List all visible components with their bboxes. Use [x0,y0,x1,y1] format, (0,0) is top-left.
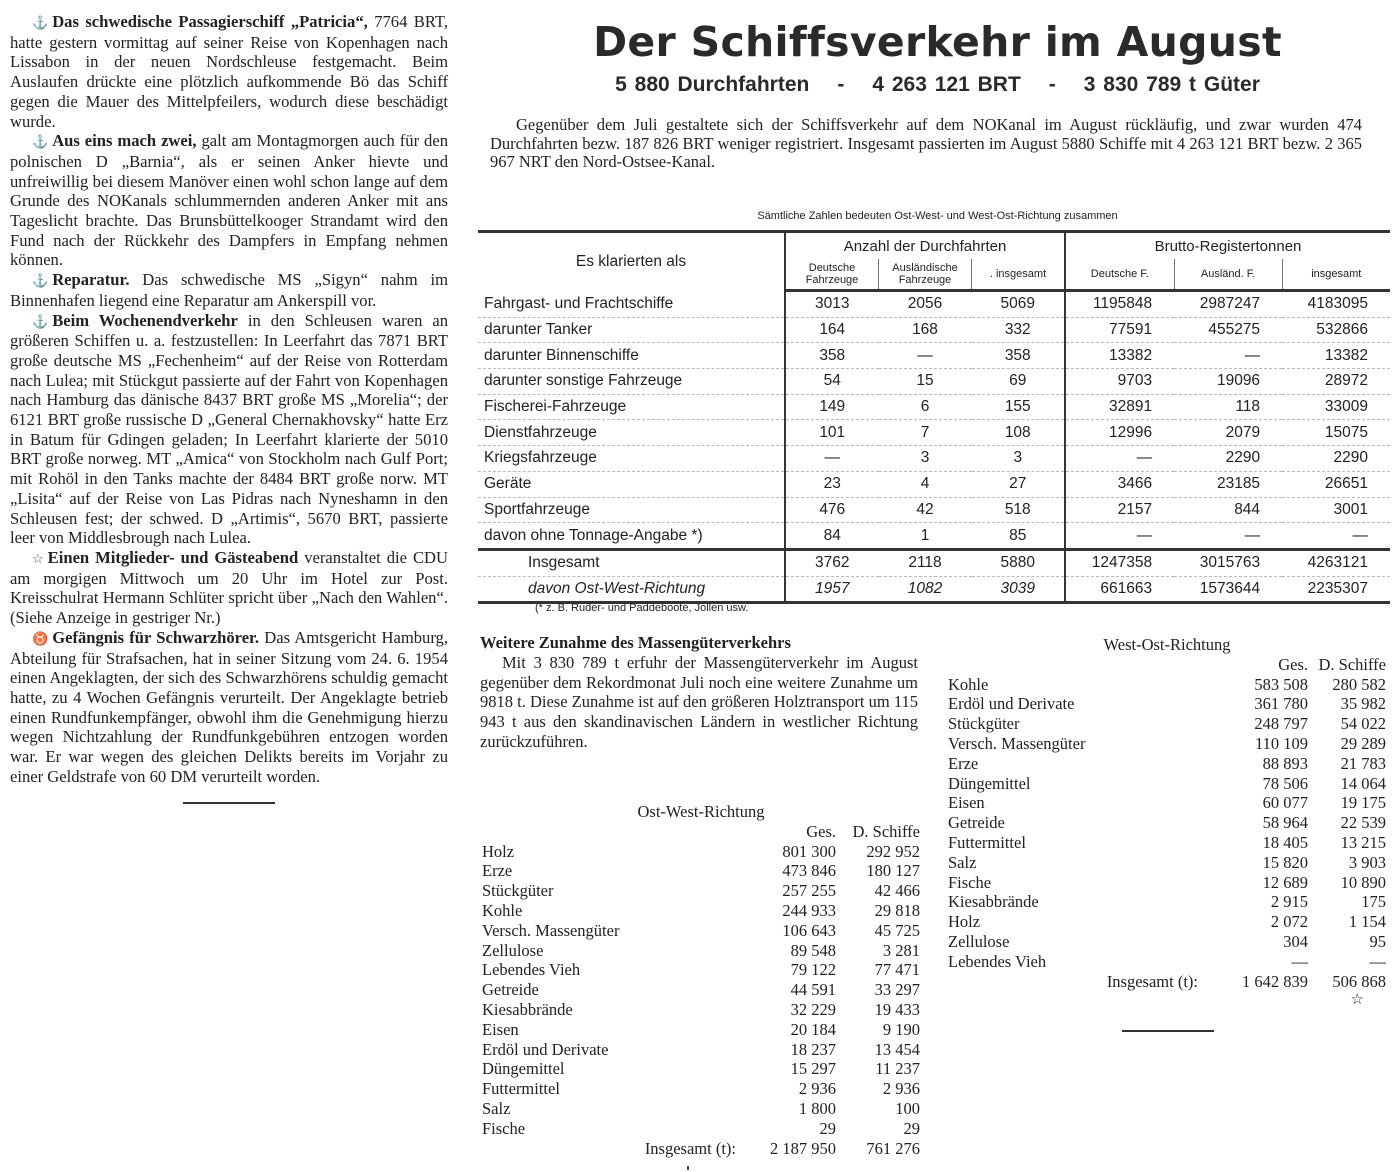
table-cell: 455275 [1174,317,1282,343]
goods-german-ships: 3 281 [882,940,920,960]
table-cell: 1 [879,523,972,550]
goods-total: 58 964 [1262,813,1308,833]
news-item [10,548,448,628]
table-cell: 15075 [1282,420,1390,446]
west-east-title: West-Ost-Richtung [1103,635,1231,654]
goods-label: Kohle [948,674,989,694]
traffic-table [478,230,1390,604]
news-item-title: Reparatur. [52,270,130,290]
goods-row [948,774,1386,794]
goods-german-ships: 9 190 [882,1019,920,1039]
goods-label: Zellulose [948,931,1010,951]
table-cell: 13382 [1282,343,1390,369]
goods-row [482,941,920,961]
table-cell: — [1282,523,1390,550]
anchor-icon: ⚓ [32,134,49,150]
table-cell: 661663 [1065,576,1174,603]
east-west-table [482,822,920,1159]
goods-row [948,734,1386,754]
goods-label: Stückgüter [482,881,554,901]
col-header: Deutsche Fahrzeuge [785,259,879,291]
goods-label: Getreide [948,813,1005,833]
table-cell: 2290 [1282,446,1390,472]
goods-total: 44 591 [790,980,836,1000]
goods-german-ships: 22 539 [1340,813,1386,833]
group-brt-header: Brutto-Registertonnen [1065,232,1390,260]
goods-german-ships: 19 175 [1340,793,1386,813]
table-cell: 13382 [1065,343,1174,369]
group-transits-header: Anzahl der Durchfahrten [785,232,1065,260]
table-cell: 2157 [1065,497,1174,523]
goods-total: 2 072 [1270,912,1308,932]
goods-label: Eisen [948,793,985,813]
goods-total: 89 548 [790,940,836,960]
col-header: Ausländische Fahrzeuge [879,259,972,291]
total-d: 761 276 [866,1138,920,1158]
table-cell: 1573644 [1174,576,1282,603]
news-item [10,131,448,270]
intro-text: Gegenüber dem Juli gestaltete sich der Schiffsverkehr auf dem NOKanal im August rückläufig, und zwar wurden 474 Durchfahrten bezw. 187 826 BRT weniger registriert. Insgesamt passierten im August 5880 Schiffe mit 4 263 121 BRT bezw. 2 365 967 NRT den Nord-Ostsee-Kanal. [490,115,1362,171]
goods-label: Kiesabbrände [948,892,1039,912]
goods-row [948,892,1386,912]
row-label: davon ohne Tonnage-Angabe *) [478,523,785,550]
goods-total: 15 297 [790,1059,836,1079]
table-cell: 149 [785,394,879,420]
table-cell: 2290 [1174,446,1282,472]
table-cell: 332 [972,317,1066,343]
table-cell: 33009 [1282,394,1390,420]
news-item-text: galt am Montagmorgen auch für den polnischen D „Barnia“, als er seinen Anker hievte und unfreiwillig bei diesem Manöver einen wohl schon lange auf dem Grunde des NOKanals schlummernden anderen Anker mit ans Tageslicht brachte. Das Brunsbüttelkooger Strandamt wird den Fund nach der Rückkehr des Dampfers in Empfang nehmen können. [10,131,449,270]
goods-row [482,921,920,941]
goods-label: Kiesabbrände [482,999,573,1019]
goods-german-ships: 280 582 [1332,674,1386,694]
goods-total: 248 797 [1254,714,1308,734]
table-row [478,523,1390,550]
table-cell: 32891 [1065,394,1174,420]
anchor-icon: ⚓ [32,15,49,30]
news-item-title: Das schwedische Passagierschiff „Patricia“, [52,12,368,31]
goods-total: 78 506 [1262,773,1308,793]
star-icon: ☆ [1350,992,1364,1009]
goods-label: Futtermittel [482,1079,560,1099]
goods-row [482,1079,920,1099]
news-item-title: Einen Mitglieder- und Gästeabend [47,547,299,567]
table-row [478,446,1390,472]
total-ges: 2 187 950 [770,1138,836,1158]
goods-german-ships: 13 454 [874,1039,920,1059]
news-item-title: Beim Wochenendverkehr [52,310,238,330]
total-ges: 1 642 839 [1242,971,1308,991]
table-cell: 9703 [1065,369,1174,395]
news-item [10,270,448,310]
table-cell: 85 [972,523,1066,550]
table-cell: 6 [879,394,972,420]
goods-row [948,714,1386,734]
table-cell: 12996 [1065,420,1174,446]
table-cell: 4 [879,471,972,497]
table-cell: 54 [785,369,879,395]
news-item [10,628,448,787]
col-header: D. Schiffe [852,821,920,841]
west-east-goods [948,635,1386,1011]
goods-label: Erdöl und Derivate [482,1039,609,1059]
col-header: Ges. [1278,654,1308,674]
section-title: Weitere Zunahme des Massengüterverkehrs [480,633,791,652]
goods-row [482,901,920,921]
table-cell: 4263121 [1282,549,1390,576]
row-header: Es klarierten als [478,232,785,291]
subhead-dash: - [1048,73,1056,96]
goods-german-ships: 45 725 [874,920,920,940]
goods-label: Salz [482,1098,511,1118]
table-cell: 19096 [1174,369,1282,395]
table-cell: 3039 [972,576,1066,603]
goods-row [948,833,1386,853]
table-cell: 2118 [879,549,972,576]
row-label: darunter Binnenschiffe [478,343,785,369]
goods-german-ships: 2 936 [882,1079,920,1099]
anchor-icon: ⚓ [32,273,49,289]
goods-label: Düngemittel [482,1059,565,1079]
col-header: Ges. [806,821,836,841]
row-label: darunter sonstige Fahrzeuge [478,369,785,395]
goods-german-ships: — [1369,951,1386,971]
goods-german-ships: 10 890 [1340,872,1386,892]
table-cell: 118 [1174,394,1282,420]
table-cell: 2056 [879,291,972,318]
goods-row [948,813,1386,833]
table-cell: 108 [972,420,1066,446]
east-west-goods [482,802,920,1158]
goods-label: Holz [482,841,515,861]
table-cell: 3 [879,446,972,472]
article-intro [490,116,1362,172]
news-item-title: Gefängnis für Schwarzhörer. [52,627,260,647]
goods-label: Versch. Massengüter [948,733,1086,753]
print-mark [687,1166,689,1170]
table-cell: 1957 [785,576,879,603]
goods-row [948,694,1386,714]
row-label: davon Ost-West-Richtung [478,576,785,603]
subhead-transits: 5 880 Durchfahrten [615,73,810,96]
table-cell: 84 [785,523,879,550]
goods-total: 12 689 [1262,872,1308,892]
row-label: Kriegsfahrzeuge [478,446,785,472]
row-label: darunter Tanker [478,317,785,343]
col-header: . insgesamt [972,259,1066,291]
table-cell: 532866 [1282,317,1390,343]
goods-row [482,1099,920,1119]
goods-label: Fische [482,1118,526,1138]
goods-german-ships: 35 982 [1340,694,1386,714]
news-item [10,12,448,131]
star-icon: ☆ [32,550,44,566]
row-label: Dienstfahrzeuge [478,420,785,446]
goods-total: 583 508 [1254,674,1308,694]
divider-rule [1122,1030,1214,1032]
table-cell: 2987247 [1174,291,1282,318]
column-end-rule [183,802,275,804]
goods-label: Düngemittel [948,773,1031,793]
goods-label: Fische [948,872,992,892]
goods-row [948,793,1386,813]
goods-label: Stückgüter [948,714,1020,734]
table-row [478,291,1390,318]
table-cell: 844 [1174,497,1282,523]
goods-label: Erdöl und Derivate [948,694,1075,714]
goods-row [482,960,920,980]
goods-total: 257 255 [782,881,836,901]
goods-label: Salz [948,852,977,872]
row-label: Geräte [478,471,785,497]
goods-german-ships: 29 818 [874,900,920,920]
table-cell: 26651 [1282,471,1390,497]
table-cell: 3015763 [1174,549,1282,576]
goods-total: 304 [1283,931,1308,951]
goods-total: 361 780 [1254,694,1308,714]
col-header: Ausländ. F. [1174,259,1282,291]
table-cell: 28972 [1282,369,1390,395]
goods-total: 244 933 [782,900,836,920]
table-cell: 164 [785,317,879,343]
goods-label: Zellulose [482,940,544,960]
table-row [478,343,1390,369]
table-cell: — [1065,446,1174,472]
row-label: Fischerei-Fahrzeuge [478,394,785,420]
subhead-dash: - [837,73,845,96]
news-item [10,311,448,548]
left-news-column [10,12,448,804]
goods-german-ships: 95 [1369,931,1386,951]
goods-german-ships: 11 237 [875,1059,920,1079]
table-cell: 5880 [972,549,1066,576]
anchor-icon: ⚓ [32,313,49,329]
table-cell: 1082 [879,576,972,603]
goods-row [482,980,920,1000]
goods-row [948,912,1386,932]
table-row [478,369,1390,395]
table-cell: 77591 [1065,317,1174,343]
total-label: Insgesamt (t): [1106,971,1198,991]
goods-row [948,675,1386,695]
east-west-title: Ost-West-Richtung [637,802,765,821]
table-cell: 3 [972,446,1066,472]
scales-icon: ♉ [32,630,49,646]
table-cell: 27 [972,471,1066,497]
article-subhead [475,73,1400,97]
goods-row [948,873,1386,893]
goods-label: Holz [948,912,981,932]
table-cell: — [879,343,972,369]
goods-label: Futtermittel [948,832,1026,852]
goods-label: Erze [482,861,513,881]
goods-row [482,1059,920,1079]
goods-total: 473 846 [782,861,836,881]
goods-total: 32 229 [790,999,836,1019]
goods-row [482,842,920,862]
goods-label: Lebendes Vieh [948,951,1047,971]
goods-label: Getreide [482,980,539,1000]
goods-german-ships: 100 [895,1098,920,1118]
goods-label: Kohle [482,900,523,920]
goods-label: Lebendes Vieh [482,960,581,980]
table-cell: 23 [785,471,879,497]
goods-row [482,861,920,881]
table-row [478,471,1390,497]
goods-total: 18 405 [1262,832,1308,852]
goods-total: 801 300 [782,841,836,861]
goods-german-ships: 33 297 [874,980,920,1000]
goods-row [482,1000,920,1020]
article-headline: Der Schiffsverkehr im August [593,18,1282,66]
table-cell: — [1065,523,1174,550]
west-east-table [948,655,1386,992]
bulk-goods-section [480,633,918,752]
goods-total: 106 643 [782,920,836,940]
goods-german-ships: 14 064 [1340,773,1386,793]
table-cell: 2235307 [1282,576,1390,603]
goods-german-ships: 19 433 [874,999,920,1019]
goods-german-ships: 3 903 [1348,852,1386,872]
table-cell: 3001 [1282,497,1390,523]
goods-total: 2 936 [798,1079,836,1099]
table-row [478,497,1390,523]
goods-total: 110 109 [1254,733,1308,753]
goods-total: 88 893 [1262,753,1308,773]
table-note: Sämtliche Zahlen bedeuten Ost-West- und West-Ost-Richtung zusammen [757,210,1118,222]
row-label: Fahrgast- und Frachtschiffe [478,291,785,318]
table-cell: 168 [879,317,972,343]
table-cell: 1247358 [1065,549,1174,576]
table-cell: 358 [785,343,879,369]
goods-total: 2 915 [1270,892,1308,912]
goods-row [948,952,1386,972]
table-row [478,317,1390,343]
table-row [478,420,1390,446]
section-text: Mit 3 830 789 t erfuhr der Massengüterverkehr im August gegenüber dem Rekordmonat Juli noch eine weitere Zunahme um 9818 t. Diese Zunahme ist auf den größeren Holztransport um 115 943 t aus den skandinavischen Ländern in westlicher Richtung zurückzuführen. [480,652,918,751]
goods-total: 18 237 [790,1039,836,1059]
table-cell: 101 [785,420,879,446]
goods-german-ships: 180 127 [866,861,920,881]
row-label: Sportfahrzeuge [478,497,785,523]
goods-total: 79 122 [790,960,836,980]
table-cell: 69 [972,369,1066,395]
goods-row [948,853,1386,873]
table-cell: 155 [972,394,1066,420]
news-item-text: 7764 BRT, hatte gestern vormittag auf seiner Reise von Kopenhagen nach Lissabon in der neuen Nordschleuse festgemacht. Beim Auslaufen drückte eine plötzlich aufkommende Bö das Schiff gegen die Mauer des Mittelpfeilers, wodurch diese beschädigt wurde. [10,12,448,131]
col-header: insgesamt [1282,259,1390,291]
subhead-brt: 4 263 121 BRT [872,73,1021,96]
goods-row [482,1040,920,1060]
table-cell: 3762 [785,549,879,576]
table-cell: 1195848 [1065,291,1174,318]
goods-german-ships: 13 215 [1340,832,1386,852]
table-cell: — [785,446,879,472]
news-item-text: Das Amtsgericht Hamburg, Abteilung für Strafsachen, hat in seiner Sitzung vom 24. 6. 1954 einen Angeklagten, der sich des Schwarzhörens schuldig gemacht hatte, zu 4 Wochen Gefängnis verurteilt. Der Angeklagte betrieb einen Rundfunkempfänger, obwohl ihm die Genehmigung hierzu wegen Nichtzahlung der Rundfunkgebühren entzogen worden war. Er war wegen des gleichen Delikts bereits im Vorjahr zu einer Geldstrafe von 60 DM verurteilt worden. [10,627,448,786]
news-item-title: Aus eins mach zwei, [52,131,197,151]
col-header: D. Schiffe [1318,654,1386,674]
goods-german-ships: 292 952 [866,841,920,861]
table-footnote: (* z. B. Ruder- und Paddeboote, Jollen usw. [535,602,749,614]
goods-total: 20 184 [790,1019,836,1039]
table-cell: 3013 [785,291,879,318]
goods-label: Erze [948,753,979,773]
goods-row [948,932,1386,952]
table-cell: 476 [785,497,879,523]
table-cell: 4183095 [1282,291,1390,318]
row-label: Insgesamt [478,549,785,576]
table-cell: 5069 [972,291,1066,318]
goods-total: 1 800 [798,1098,836,1118]
subhead-goods: 3 830 789 t Güter [1083,73,1260,96]
table-cell: 3466 [1065,471,1174,497]
goods-german-ships: 1 154 [1348,912,1386,932]
table-row [478,394,1390,420]
goods-row [482,881,920,901]
table-cell: 518 [972,497,1066,523]
table-cell: 42 [879,497,972,523]
goods-total: — [1291,951,1308,971]
goods-row [948,754,1386,774]
col-header: Deutsche F. [1065,259,1174,291]
goods-german-ships: 42 466 [874,881,920,901]
table-cell: 358 [972,343,1066,369]
total-label: Insgesamt (t): [644,1138,736,1158]
goods-german-ships: 21 783 [1340,753,1386,773]
goods-total: 60 077 [1262,793,1308,813]
table-cell: — [1174,343,1282,369]
goods-german-ships: 54 022 [1340,714,1386,734]
table-cell: 23185 [1174,471,1282,497]
goods-label: Versch. Massengüter [482,920,620,940]
table-cell: 7 [879,420,972,446]
goods-german-ships: 77 471 [874,960,920,980]
goods-row [482,1119,920,1139]
goods-total: 15 820 [1262,852,1308,872]
table-row [478,549,1390,576]
goods-row [482,1020,920,1040]
table-cell: 2079 [1174,420,1282,446]
goods-german-ships: 29 289 [1340,733,1386,753]
goods-german-ships: 29 [903,1118,920,1138]
goods-german-ships: 175 [1361,892,1386,912]
total-d: 506 868 [1332,971,1386,991]
news-item-text: veranstaltet die CDU am morgigen Mittwoch um 20 Uhr im Hotel zur Post. Kreisschulrat Hermann Schlüter spricht über „Nach den Wahlen“. (Siehe Anzeige in gestriger Nr.) [10,547,448,628]
table-cell: 15 [879,369,972,395]
news-item-text: Das schwedische MS „Sigyn“ nahm im Binnenhafen liegend eine Reparatur am Ankerspill vor. [10,270,448,310]
goods-total: 29 [819,1118,836,1138]
goods-label: Eisen [482,1019,519,1039]
table-cell: — [1174,523,1282,550]
table-row [478,576,1390,603]
news-item-text: in den Schleusen waren an größeren Schiffen u. a. festzustellen: In Leerfahrt das 7871 BRT große deutsche MS „Fechenheim“ auf der Reise von Rotterdam nach Lulea; mit Stückgut passierte auf der Fahrt von Kopenhagen nach Hamburg das dänische 8437 BRT große MS „Morelia“; der 6121 BRT große russische D „General Chernakhovsky“ hatte Erz in Batum für Gdingen geladen; In Leerfahrt klarierte der 5010 BRT große norweg. MT „Amica“ von Stockholm nach Gulf Port; mit Rohöl in den Tanks machte der 8484 BRT große norw. MT „Lisita“ auf der Reise von Las Pidras nach Nyneshamn in den Schleusen fest; der schwed. D „Artimis“, 5670 BRT, passierte leer von Middlesbrough nach Lulea. [10,310,448,548]
